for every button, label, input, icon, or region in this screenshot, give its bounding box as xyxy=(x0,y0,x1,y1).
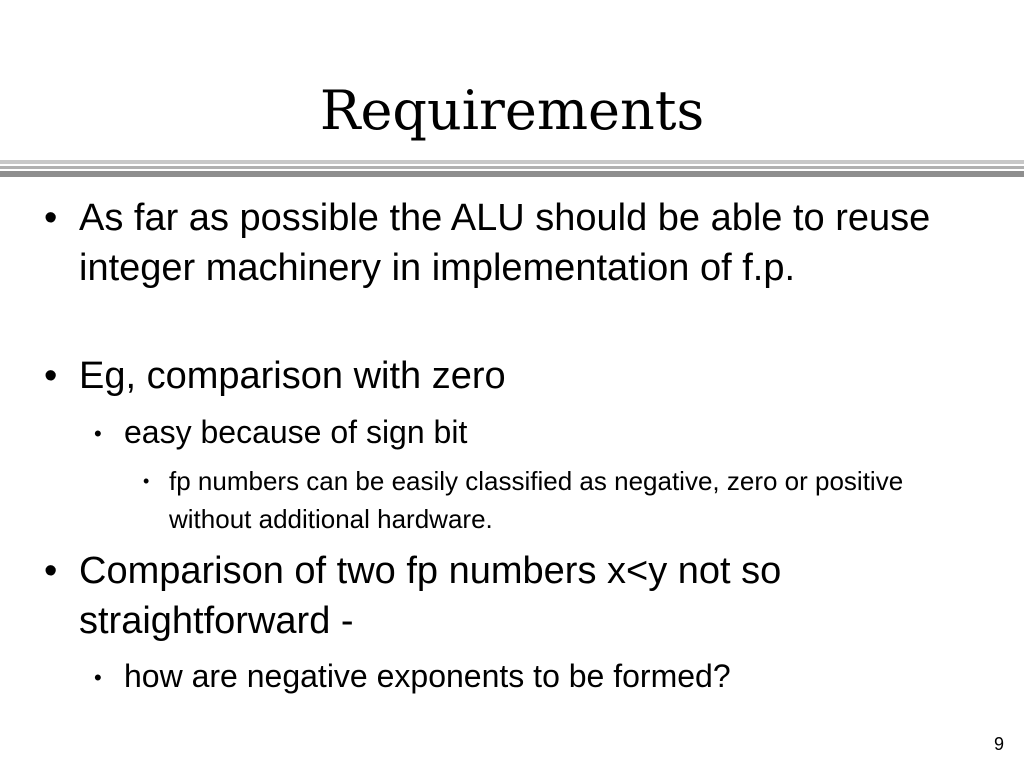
bullet-item-level-1 xyxy=(44,546,944,646)
bullet-item-level-1 xyxy=(44,351,944,401)
bullet-dot-icon: • xyxy=(44,355,58,397)
bullet-dot-icon: • xyxy=(94,665,102,690)
bullet-item-level-2 xyxy=(94,412,944,452)
bullet-item-level-1 xyxy=(44,193,944,293)
page-number: 9 xyxy=(993,734,1004,754)
slide-title: Requirements xyxy=(319,79,705,142)
bullet-text: Eg, comparison with zero xyxy=(79,355,506,397)
bullet-item-level-3 xyxy=(143,462,933,538)
bullet-text: Comparison of two fp numbers x<y not so straightforward - xyxy=(79,550,782,642)
bullet-text: fp numbers can be easily classified as negative, zero or positive without additional hardware. xyxy=(169,466,904,534)
bullet-item-level-2 xyxy=(94,656,944,696)
bullet-text: As far as possible the ALU should be able to reuse integer machinery in implementation of f.p. xyxy=(79,197,931,289)
bullet-dot-icon: • xyxy=(44,550,58,592)
bullet-text: how are negative exponents to be formed? xyxy=(124,658,731,694)
bullet-dot-icon: • xyxy=(44,197,58,239)
bullet-dot-icon: • xyxy=(143,471,150,491)
bullet-text: easy because of sign bit xyxy=(124,414,468,450)
bullet-dot-icon: • xyxy=(94,421,102,446)
